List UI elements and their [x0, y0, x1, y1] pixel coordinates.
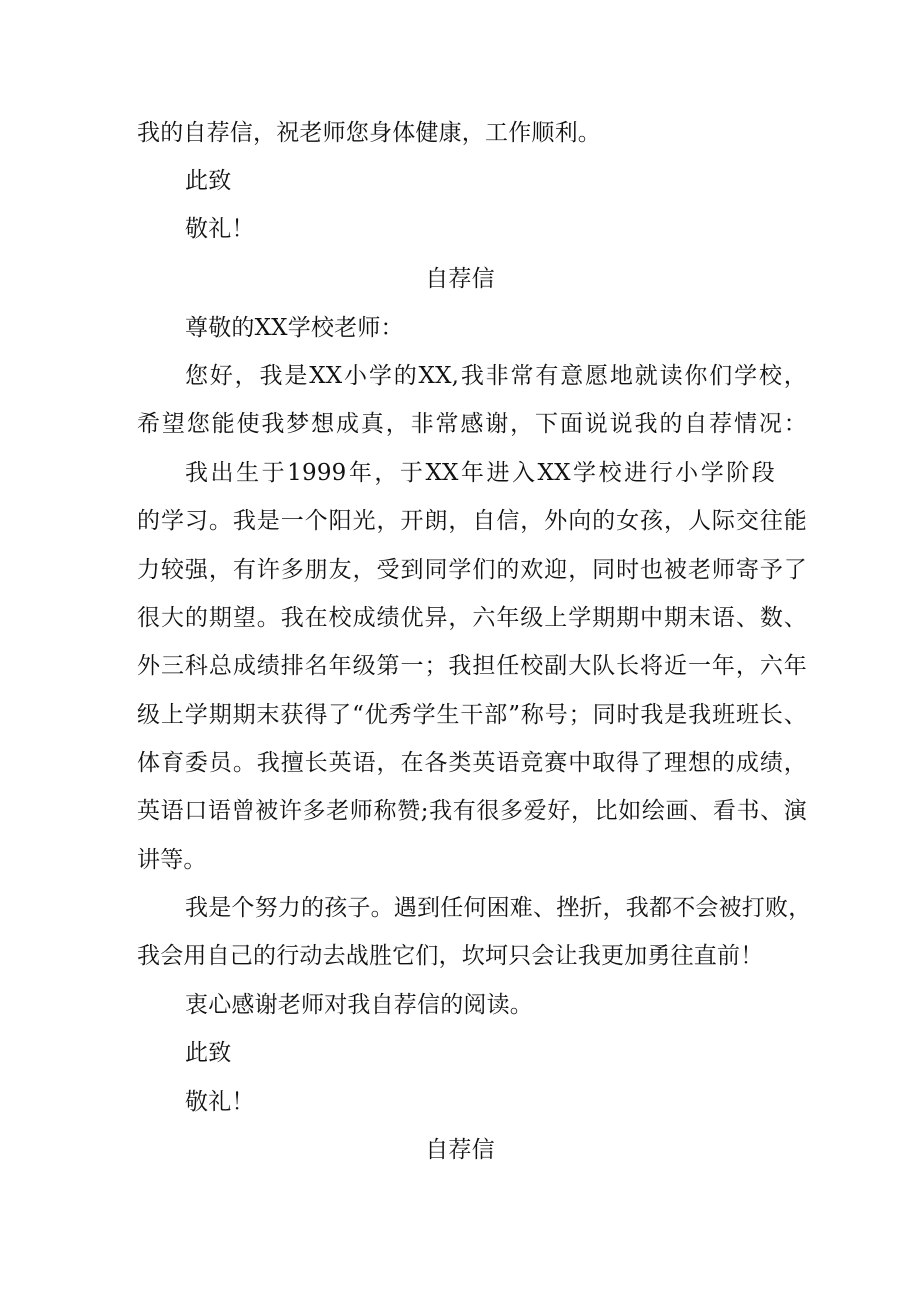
paragraph-2-line: 讲等。 — [137, 847, 207, 873]
paragraph-2-line: 英语口语曾被许多老师称赞;我有很多爱好，比如绘画、看书、演 — [137, 798, 807, 824]
paragraph-2-line: 外三科总成绩排名年级第一；我担任校副大队长将近一年，六年 — [137, 653, 807, 679]
paragraph-2-line: 级上学期期末获得了“优秀学生干部”称号；同时我是我班班长、 — [137, 702, 807, 728]
paragraph-3-line: 我是个努力的孩子。遇到任何困难、挫折，我都不会被打败， — [185, 895, 812, 921]
letter-greeting: 尊敬的XX学校老师： — [185, 315, 404, 341]
prev-letter-regards: 敬礼！ — [185, 216, 255, 242]
paragraph-2-line: 力较强，有许多朋友，受到同学们的欢迎，同时也被老师寄予了 — [137, 557, 807, 583]
letter-regards: 敬礼！ — [185, 1089, 255, 1115]
paragraph-1-line: 您好，我是XX小学的XX,我非常有意愿地就读你们学校， — [185, 363, 807, 389]
prev-letter-salutation: 此致 — [185, 168, 232, 194]
paragraph-2-line: 我出生于1999年，于XX年进入XX学校进行小学阶段 — [185, 460, 775, 486]
next-letter-title: 自荐信 — [425, 1137, 495, 1163]
letter-title: 自荐信 — [425, 266, 495, 292]
letter-salutation: 此致 — [185, 1040, 232, 1066]
paragraph-1-line: 希望您能使我梦想成真，非常感谢，下面说说我的自荐情况： — [137, 411, 807, 437]
paragraph-2-line: 的学习。我是一个阳光，开朗，自信，外向的女孩，人际交往能 — [137, 508, 807, 534]
prev-letter-closing: 我的自荐信，祝老师您身体健康，工作顺利。 — [137, 120, 601, 146]
paragraph-3-line: 我会用自己的行动去战胜它们，坎坷只会让我更加勇往直前！ — [137, 943, 764, 969]
paragraph-4: 衷心感谢老师对我自荐信的阅读。 — [185, 992, 533, 1018]
paragraph-2-line: 很大的期望。我在校成绩优异，六年级上学期期中期末语、数、 — [137, 605, 807, 631]
paragraph-2-line: 体育委员。我擅长英语，在各类英语竞赛中取得了理想的成绩， — [137, 750, 807, 776]
